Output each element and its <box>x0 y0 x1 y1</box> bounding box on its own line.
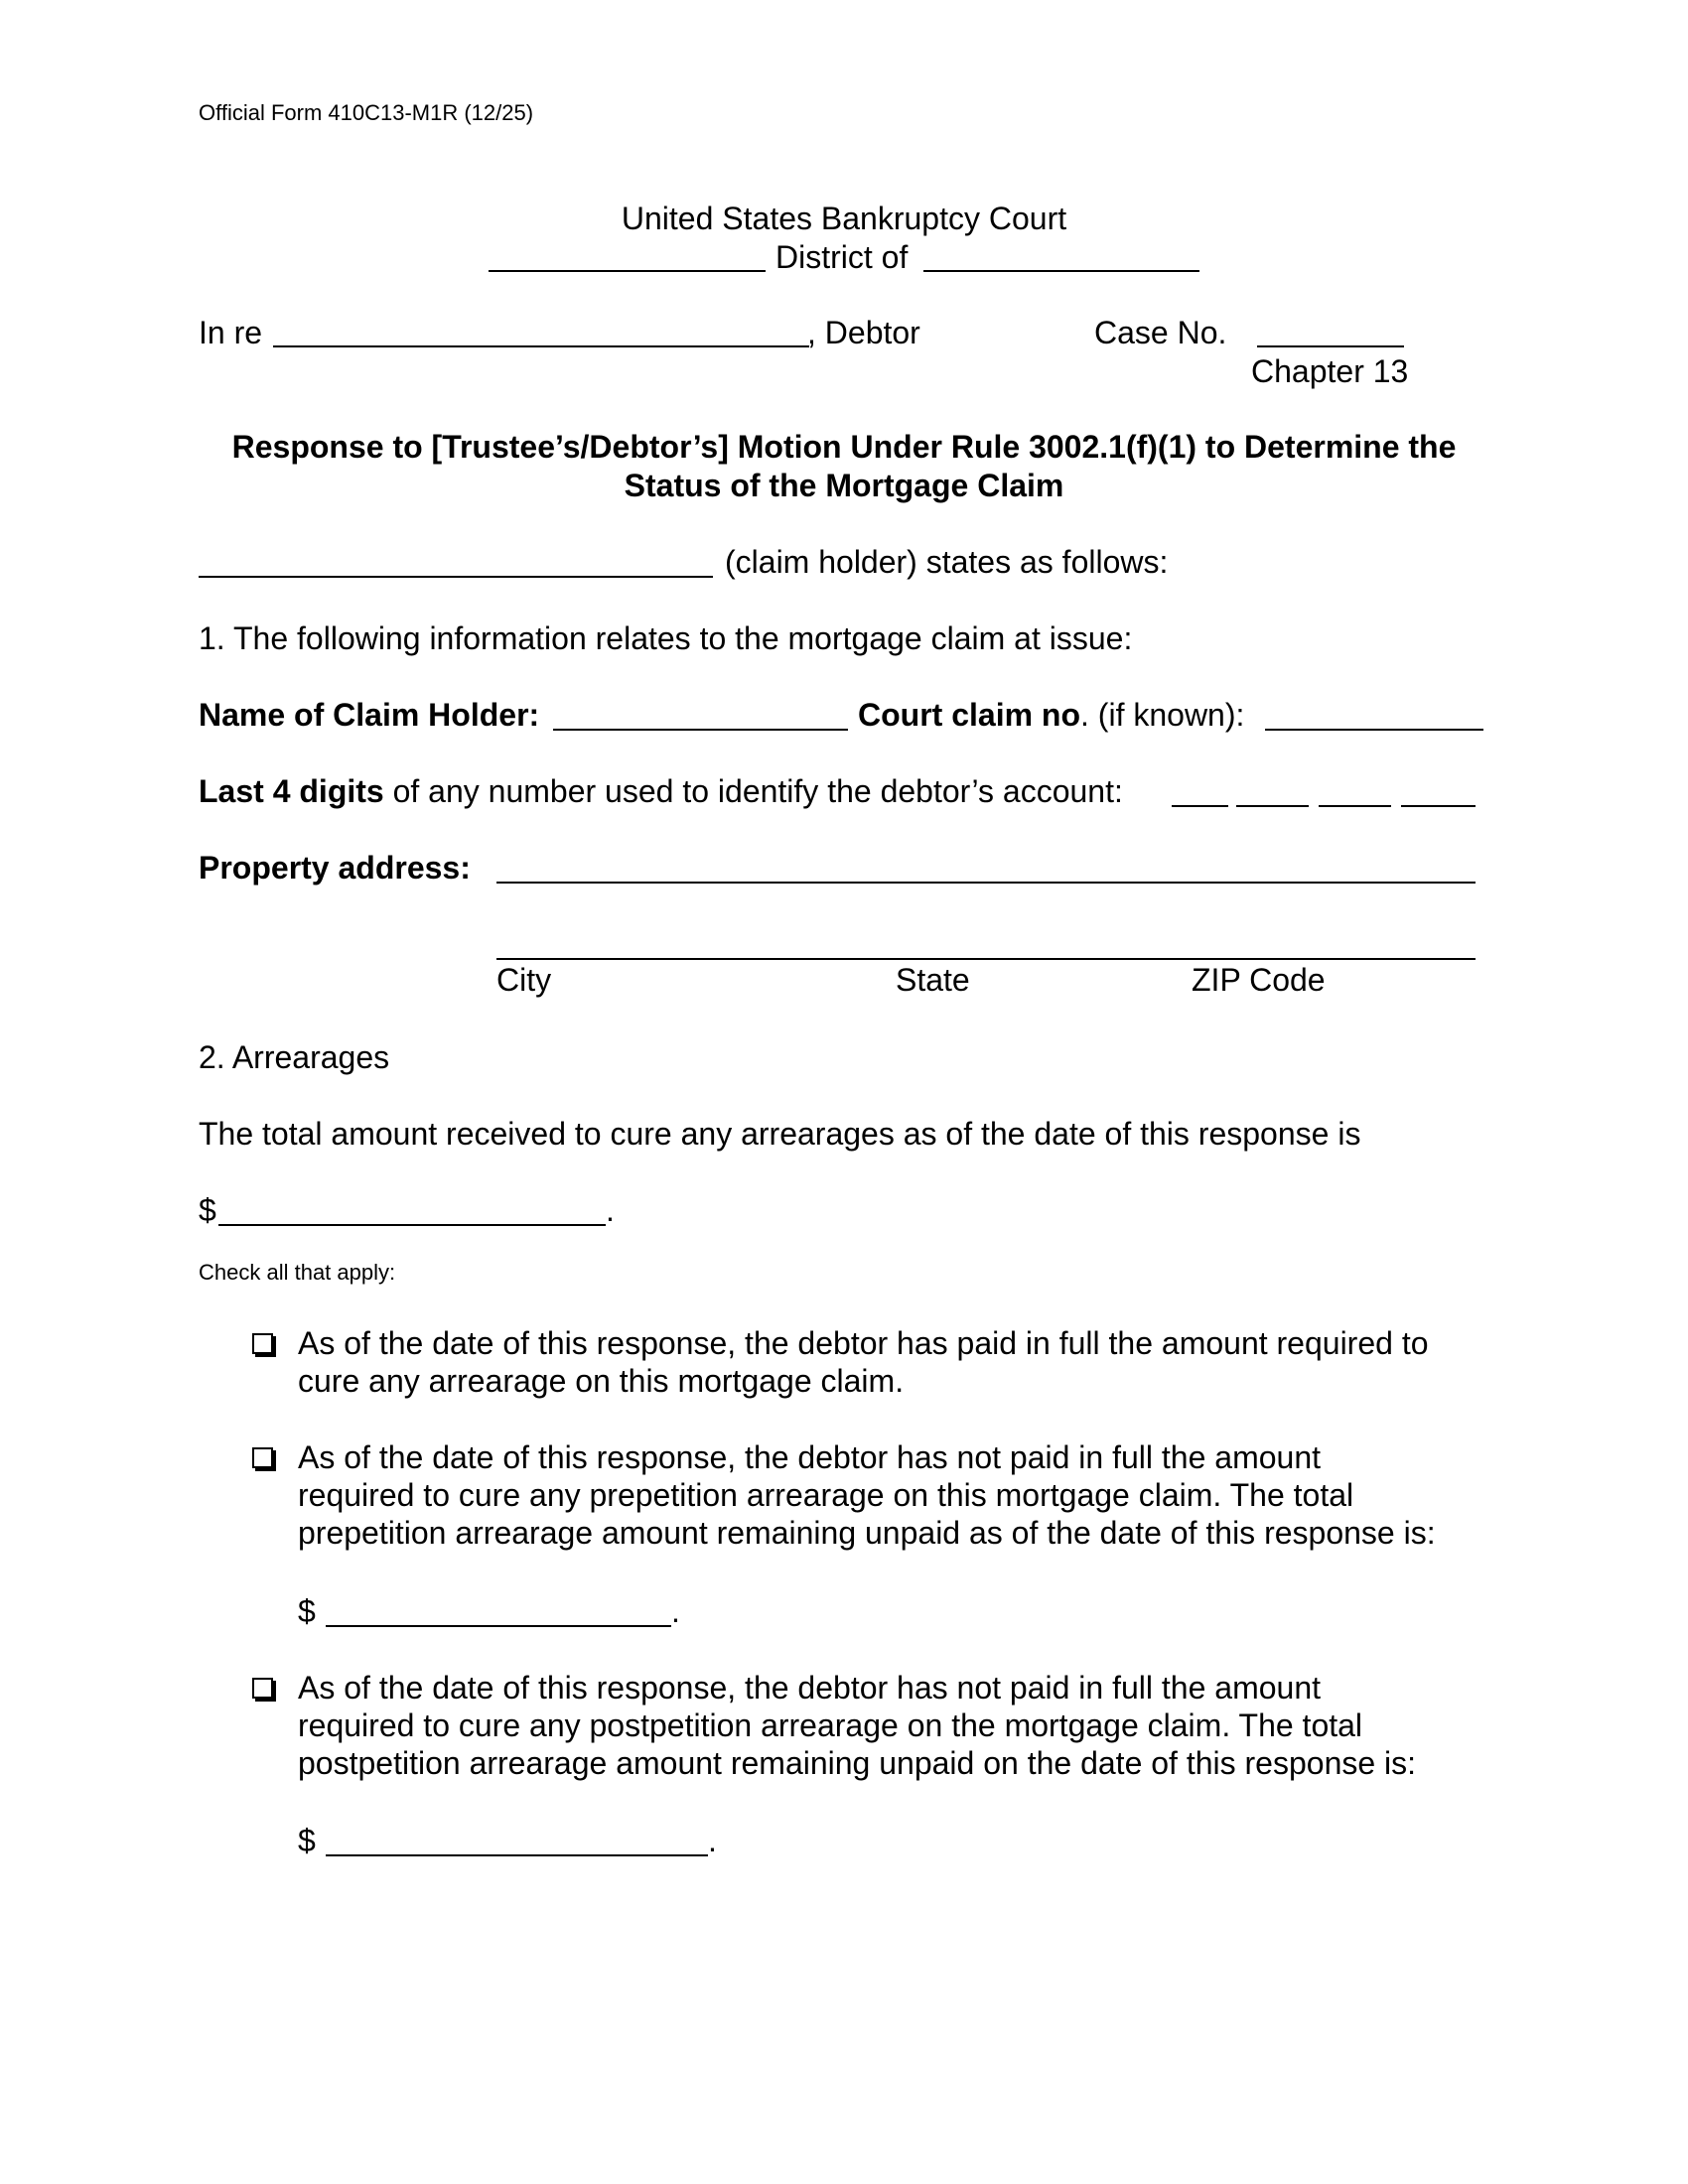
last4-digit-4[interactable] <box>1401 805 1476 807</box>
court-name: United States Bankruptcy Court <box>621 201 1067 236</box>
court-claim-no-suffix: . (if known): <box>1080 697 1245 733</box>
city-label: City <box>496 962 552 998</box>
postpetition-amount-field[interactable] <box>326 1854 708 1856</box>
option-1-line-1: As of the date of this response, the debtor has paid in full the amount required to <box>298 1325 1429 1361</box>
option-3-line-1: As of the date of this response, the debtor has not paid in full the amount <box>298 1670 1321 1706</box>
check-all-label: Check all that apply: <box>199 1260 396 1285</box>
last4-digit-3[interactable] <box>1319 805 1391 807</box>
form-id: Official Form 410C13-M1R (12/25) <box>199 100 534 125</box>
option-1-line-2: cure any arrearage on this mortgage claim. <box>298 1363 905 1399</box>
period: . <box>606 1192 615 1228</box>
last4-digit-2[interactable] <box>1236 805 1309 807</box>
option-3-line-2: required to cure any postpetition arrearage on the mortgage claim. The total <box>298 1707 1363 1743</box>
option-2-line-1: As of the date of this response, the debtor has not paid in full the amount <box>298 1439 1321 1475</box>
last4-label <box>199 772 1123 810</box>
chapter-label: Chapter 13 <box>1251 353 1409 389</box>
total-amount-text: The total amount received to cure any arrearages as of the date of this response is <box>199 1116 1361 1152</box>
option-2-line-2: required to cure any prepetition arrearage on this mortgage claim. The total <box>298 1477 1354 1513</box>
title-line-1: Response to [Trustee’s/Debtor’s] Motion Under Rule 3002.1(f)(1) to Determine the <box>231 429 1457 465</box>
claim-holder-intro: (claim holder) states as follows: <box>725 544 1169 580</box>
in-re-label: In re <box>199 315 263 350</box>
last4-rest: of any number used to identify the debtor’s account: <box>383 773 1123 809</box>
prepetition-period: . <box>671 1593 680 1629</box>
claim-holder-field[interactable] <box>199 576 713 578</box>
title-line-2: Status of the Mortgage Claim <box>624 468 1064 503</box>
option-2-line-3: prepetition arrearage amount remaining unpaid as of the date of this response is: <box>298 1515 1436 1551</box>
section-1-heading: 1. The following information relates to the mortgage claim at issue: <box>199 620 1133 656</box>
postpetition-unpaid-checkbox[interactable] <box>252 1678 273 1699</box>
case-no-label: Case No. <box>1094 315 1227 350</box>
state-label: State <box>896 962 970 998</box>
court-claim-no-label <box>858 696 1244 734</box>
last4-bold: Last 4 digits <box>199 773 384 809</box>
paid-in-full-checkbox[interactable] <box>252 1333 273 1354</box>
postpetition-dollar-sign: $ <box>298 1823 316 1858</box>
prepetition-amount-field[interactable] <box>326 1625 671 1627</box>
total-amount-field[interactable] <box>218 1224 606 1226</box>
debtor-name-field[interactable] <box>273 345 809 347</box>
prepetition-unpaid-checkbox[interactable] <box>252 1447 273 1468</box>
district-label: District of <box>775 239 909 275</box>
city-state-zip-field[interactable] <box>496 958 1476 960</box>
property-address-label: Property address: <box>199 850 471 886</box>
prepetition-dollar-sign: $ <box>298 1593 316 1629</box>
court-claim-no-bold: Court claim no <box>858 697 1081 733</box>
district-name-field[interactable] <box>489 270 766 272</box>
state-name-field[interactable] <box>923 270 1199 272</box>
claim-holder-name-field[interactable] <box>553 729 848 731</box>
debtor-label: , Debtor <box>807 315 920 350</box>
claim-holder-name-label: Name of Claim Holder: <box>199 697 540 733</box>
property-address-field[interactable] <box>496 882 1476 884</box>
zip-label: ZIP Code <box>1192 962 1326 998</box>
court-claim-no-field[interactable] <box>1265 729 1483 731</box>
postpetition-period: . <box>708 1823 717 1858</box>
case-no-field[interactable] <box>1257 345 1404 347</box>
section-2-heading: 2. Arrearages <box>199 1039 390 1075</box>
option-3-line-3: postpetition arrearage amount remaining unpaid on the date of this response is: <box>298 1745 1417 1781</box>
last4-digit-1[interactable] <box>1172 805 1228 807</box>
dollar-sign: $ <box>199 1192 216 1228</box>
